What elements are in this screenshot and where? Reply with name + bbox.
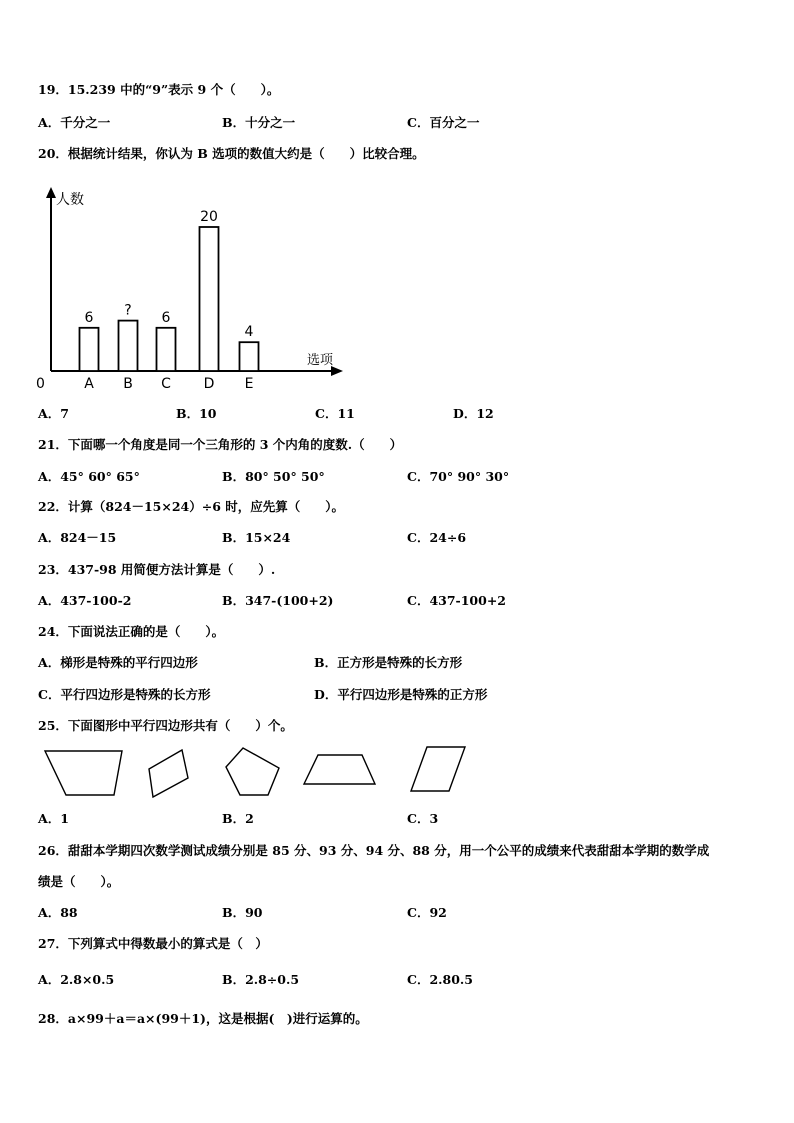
category-label-b: B [123, 376, 133, 392]
bar-chart [34, 184, 354, 394]
q26-option-c[interactable]: C．92 [407, 905, 447, 920]
question-19-stem: 19．15.239 中的“9”表示 9 个（ ）。 [38, 82, 280, 97]
question-20-stem: 20．根据统计结果，你认为 B 选项的数值大约是（ ）比较合理。 [38, 146, 425, 161]
q26-option-a[interactable]: A．88 [38, 905, 78, 920]
q21-option-b[interactable]: B．80° 50° 50° [222, 469, 325, 484]
q20-option-b[interactable]: B．10 [176, 406, 217, 421]
question-26-stem-line2: 绩是（ ）。 [38, 874, 120, 889]
question-21-stem: 21．下面哪一个角度是同一个三角形的 3 个内角的度数.（ ） [38, 437, 403, 452]
data-label-a: 6 [84, 309, 94, 326]
bar-d [200, 227, 219, 371]
q20-option-c[interactable]: C．11 [315, 406, 355, 421]
quadrilateral-figures [40, 745, 480, 805]
q24-option-c[interactable]: C．平行四边形是特殊的长方形 [38, 687, 211, 702]
shape-3-pentagon [226, 748, 279, 795]
question-23-stem: 23．437-98 用简便方法计算是（ ）. [38, 562, 276, 577]
q22-option-c[interactable]: C．24÷6 [407, 530, 467, 545]
category-label-c: C [161, 376, 171, 392]
q21-option-c[interactable]: C．70° 90° 30° [407, 469, 510, 484]
q22-option-a[interactable]: A．824－15 [38, 530, 117, 545]
q20-option-d[interactable]: D．12 [453, 406, 494, 421]
data-label-b: ? [124, 302, 132, 319]
question-24-stem: 24．下面说法正确的是（ ）。 [38, 624, 225, 639]
q19-option-b[interactable]: B．十分之一 [222, 115, 296, 130]
q23-option-b[interactable]: B．347-(100+2) [222, 593, 334, 608]
q25-option-a[interactable]: A．1 [38, 811, 69, 826]
shape-2-parallelogram [149, 750, 188, 797]
data-label-e: 4 [244, 324, 254, 341]
q19-option-a[interactable]: A．千分之一 [38, 115, 111, 130]
q24-option-d[interactable]: D．平行四边形是特殊的正方形 [314, 687, 488, 702]
q25-option-b[interactable]: B．2 [222, 811, 254, 826]
q23-option-a[interactable]: A．437-100-2 [38, 593, 132, 608]
x-axis-label: 选项 [307, 353, 334, 368]
category-label-d: D [203, 376, 215, 392]
category-label-e: E [244, 376, 254, 392]
q24-option-a[interactable]: A．梯形是特殊的平行四边形 [38, 655, 198, 670]
shape-5-parallelogram [411, 747, 465, 791]
bar-e [240, 342, 259, 371]
q21-option-a[interactable]: A．45° 60° 65° [38, 469, 140, 484]
data-label-c: 6 [161, 309, 171, 326]
question-27-stem: 27．下列算式中得数最小的算式是（ ） [38, 936, 268, 951]
q26-option-b[interactable]: B．90 [222, 905, 263, 920]
data-label-d: 20 [200, 209, 218, 225]
q27-option-c[interactable]: C．2.80.5 [407, 972, 473, 987]
question-25-stem: 25．下面图形中平行四边形共有（ ）个。 [38, 718, 293, 733]
q27-option-a[interactable]: A．2.8×0.5 [38, 972, 115, 987]
bar-c [157, 328, 176, 371]
q19-option-c[interactable]: C．百分之一 [407, 115, 480, 130]
category-label-a: A [84, 376, 94, 392]
origin-label: 0 [36, 376, 45, 392]
q27-option-b[interactable]: B．2.8÷0.5 [222, 972, 300, 987]
y-axis-label: 人数 [56, 192, 84, 208]
bar-a [80, 328, 99, 371]
q24-option-b[interactable]: B．正方形是特殊的长方形 [314, 655, 463, 670]
q23-option-c[interactable]: C．437-100+2 [407, 593, 506, 608]
shape-1-quadrilateral [45, 751, 122, 795]
bar-b [119, 321, 138, 371]
question-28-stem: 28．a×99＋a＝a×(99＋1)，这是根据( )进行运算的。 [38, 1011, 368, 1026]
shape-4-trapezoid [304, 755, 375, 784]
y-axis-arrow [46, 187, 56, 198]
q22-option-b[interactable]: B．15×24 [222, 530, 291, 545]
q20-option-a[interactable]: A．7 [38, 406, 69, 421]
q25-option-c[interactable]: C．3 [407, 811, 439, 826]
question-26-stem-line1: 26．甜甜本学期四次数学测试成绩分别是 85 分、93 分、94 分、88 分，用一个公平的成绩来代表甜甜本学期的数学成 [38, 843, 710, 858]
question-22-stem: 22．计算（824－15×24）÷6 时，应先算（ ）。 [38, 499, 345, 514]
